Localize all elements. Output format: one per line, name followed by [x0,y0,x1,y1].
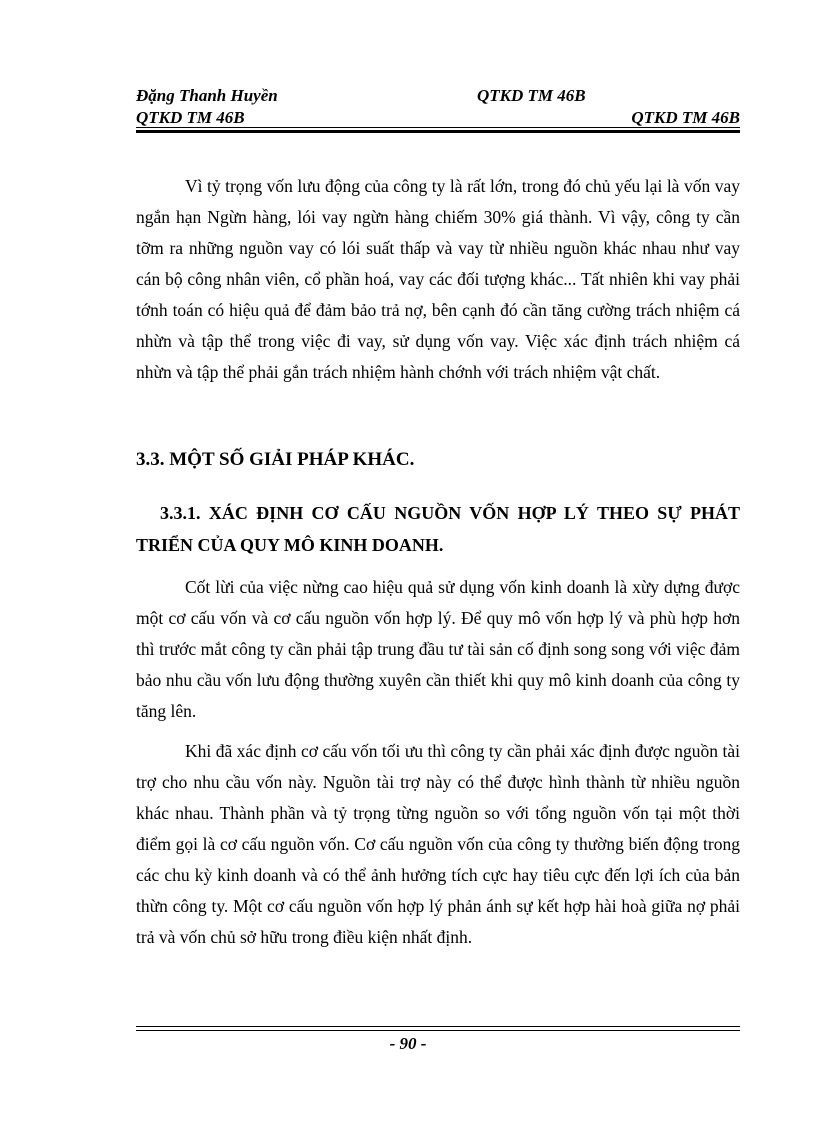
paragraph-1: Vì tỷ trọng vốn lưu động của công ty là rất lớn, trong đó chủ yếu lại là vốn vay ngắn hạn Ngừn hàng, lói vay ngừn hàng chiếm 30% giá thành. Vì vậy, công ty cần tỡm ra những nguồn vay có lói suất thấp và vay từ nhiều nguồn khác nhau như vay cán bộ công nhân viên, cổ phần hoá, vay các đối tượng khác... Tất nhiên khi vay phải tớnh toán có hiệu quả để đảm bảo trả nợ, bên cạnh đó cần tăng cường trách nhiệm cá nhừn và tập thể trong việc đi vay, sử dụng vốn vay. Việc xác định trách nhiệm cá nhừn và tập thể phải gắn trách nhiệm hành chớnh với trách nhiệm vật chất. [136,176,740,382]
header-class-center: QTKD TM 46B [477,86,586,105]
section-heading: 3.3. MỘT SỐ GIẢI PHÁP KHÁC. [136,449,415,470]
header-divider [136,127,740,133]
paragraph-3: Khi đã xác định cơ cấu vốn tối ưu thì công ty cần phải xác định được nguồn tài trợ cho nhu cầu vốn này. Nguồn tài trợ này có thể được hình thành từ nhiều nguồn khác nhau. Thành phần và tỷ trọng từng nguồn so với tổng nguồn vốn tại một thời điểm gọi là cơ cấu nguồn vốn. Cơ cấu nguồn vốn của công ty thường biến động trong các chu kỳ kinh doanh và có thể ảnh hưởng tích cực hay tiêu cực đến lợi ích của bản thừn công ty. Một cơ cấu nguồn vốn hợp lý phản ánh sự kết hợp hài hoà giữa nợ phải trả và vốn chủ sở hữu trong điều kiện nhất định. [136,741,740,947]
header-author: Đặng Thanh Huyền [136,86,278,105]
header-class-right: QTKD TM 46B [631,108,740,127]
subsection-heading: 3.3.1. XÁC ĐỊNH CƠ CẤU NGUỒN VỐN HỢP LÝ THEO SỰ PHÁT TRIỂN CỦA QUY MÔ KINH DOANH. [136,503,740,555]
page-number: - 90 - [389,1034,427,1053]
paragraph-2: Cốt lừi của việc nừng cao hiệu quả sử dụng vốn kinh doanh là xừy dựng được một cơ cấu vốn và cơ cấu nguồn vốn hợp lý. Để quy mô vốn hợp lý và phù hợp hơn thì trước mắt công ty cần phải tập trung đầu tư tài sản cố định song song với việc đảm bảo nhu cầu vốn lưu động thường xuyên cần thiết khi quy mô kinh doanh của công ty tăng lên. [136,577,740,721]
footer-divider [136,1026,740,1031]
header-class-left: QTKD TM 46B [136,108,245,127]
